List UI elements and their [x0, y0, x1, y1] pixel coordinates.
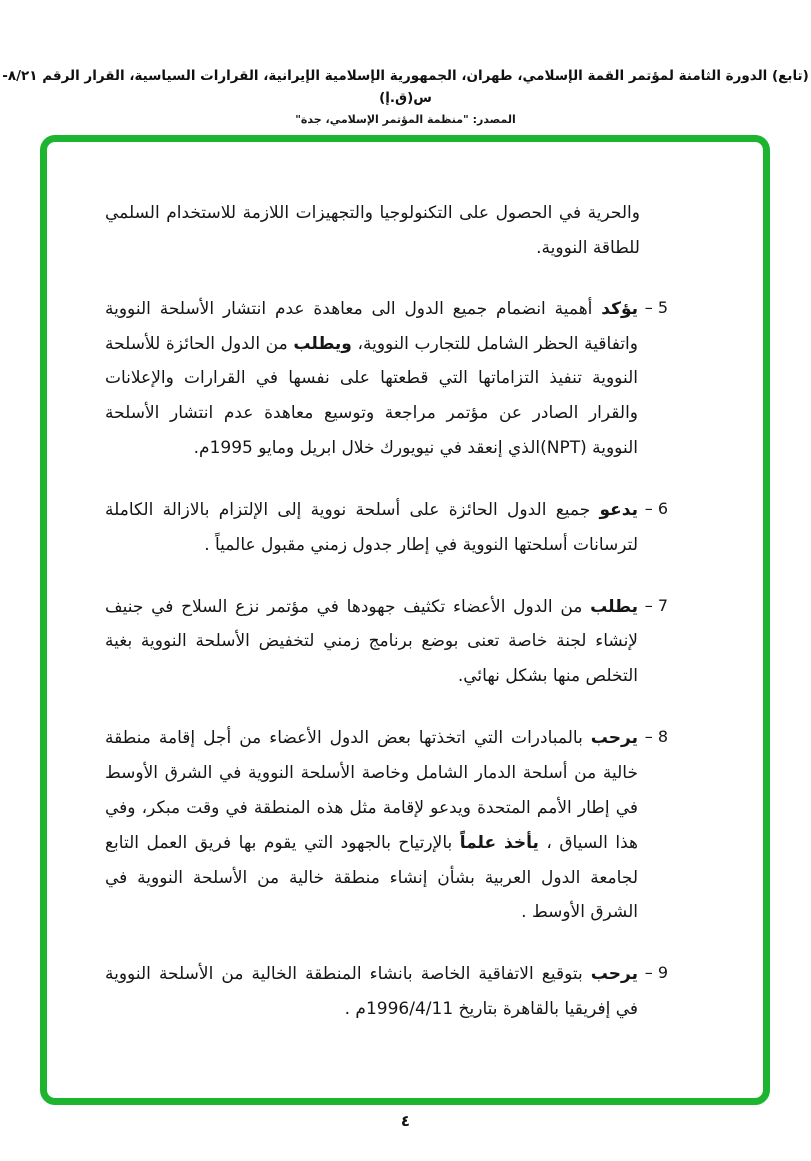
item-number: 5 – — [644, 297, 668, 317]
text-segment: من الدول الحائزة للأسلحة النووية تنفيذ التزاماتها التي قطعتها على نفسها في القرارات والإعلانات والقرار الصادر عن مؤتمر مراجعة وتوسيع معاهدة عدم انتشار الأسلحة النووية (NPT)الذي إنعقد في نيويورك خلال ابريل ومايو 1995م. — [105, 333, 638, 459]
item-number: 6 – — [644, 498, 668, 518]
resolution-item-5 — [105, 292, 668, 466]
content-frame — [40, 135, 770, 1105]
intro-paragraph: والحرية في الحصول على التكنولوجيا والتجهيزات اللازمة للاستخدام السلمي للطاقة النووية. — [105, 203, 640, 258]
bold-verb: يطلب — [590, 596, 638, 617]
item-number: 9 – — [644, 963, 668, 983]
text-segment: بتوقيع الاتفاقية الخاصة بانشاء المنطقة الخالية من الأسلحة النووية في إفريقيا بالقاهرة بتاريخ 1996/4/11م . — [105, 964, 638, 1020]
item-text — [105, 292, 638, 466]
text-segment: بالمبادرات التي اتخذتها بعض الدول الأعضاء من أجل إقامة منطقة خالية من أسلحة الدمار الشامل وخاصة الأسلحة النووية في الشرق الأوسط في إطار الأمم المتحدة ويدعو لإقامة مثل هذه المنطقة في وقت مبكر، وفي هذا السياق ، — [105, 728, 638, 853]
page-number: ٤ — [400, 1112, 411, 1130]
resolution-item-8 — [105, 721, 668, 930]
bold-verb: يأخذ علماً — [459, 832, 539, 853]
item-number: 7 – — [644, 595, 668, 615]
bold-verb: يرحب — [590, 728, 638, 749]
item-text — [105, 590, 638, 695]
text-segment: بالإرتياح بالجهود التي يقوم بها فريق العمل التابع لجامعة الدول العربية بشأن إنشاء منطقة خالية من الأسلحة النووية في الشرق الأوسط . — [105, 832, 638, 923]
item-text — [105, 721, 638, 930]
text-segment: أهمية انضمام جميع الدول الى معاهدة عدم انتشار الأسلحة النووية واتفاقية الحظر الشامل للتجارب النووية، — [105, 298, 638, 354]
text-segment: من الدول الأعضاء تكثيف جهودها في مؤتمر نزع السلاح في جنيف لإنشاء لجنة خاصة تعنى بوضع برنامج زمني لتخفيض الأسلحة النووية بغية التخلص منها بشكل نهائي. — [105, 596, 638, 687]
bold-verb: يرحب — [590, 964, 638, 985]
resolution-item-6 — [105, 493, 668, 563]
resolution-body — [47, 142, 763, 1027]
bold-verb: يدعو — [599, 499, 638, 520]
resolution-item-9 — [105, 957, 668, 1027]
bold-verb: يؤكد — [601, 298, 638, 319]
resolution-item-7 — [105, 590, 668, 695]
header-source: المصدر: "منظمة المؤتمر الإسلامي، جدة" — [295, 113, 516, 127]
document-header — [0, 66, 811, 126]
text-segment: جميع الدول الحائزة على أسلحة نووية إلى الإلتزام بالازالة الكاملة لترسانات أسلحتها النووية في إطار جدول زمني مقبول عالمياً . — [105, 499, 638, 555]
item-text — [105, 957, 638, 1027]
item-number: 8 – — [644, 727, 668, 747]
bold-verb: ويطلب — [293, 333, 352, 354]
item-text — [105, 493, 638, 563]
header-title: (تابع) الدورة الثامنة لمؤتمر القمة الإسلامي، طهران، الجمهورية الإسلامية الإيرانية، القرارات السياسية، القرار الرقم ٨/٢١-س(ق.إ) — [2, 68, 809, 106]
